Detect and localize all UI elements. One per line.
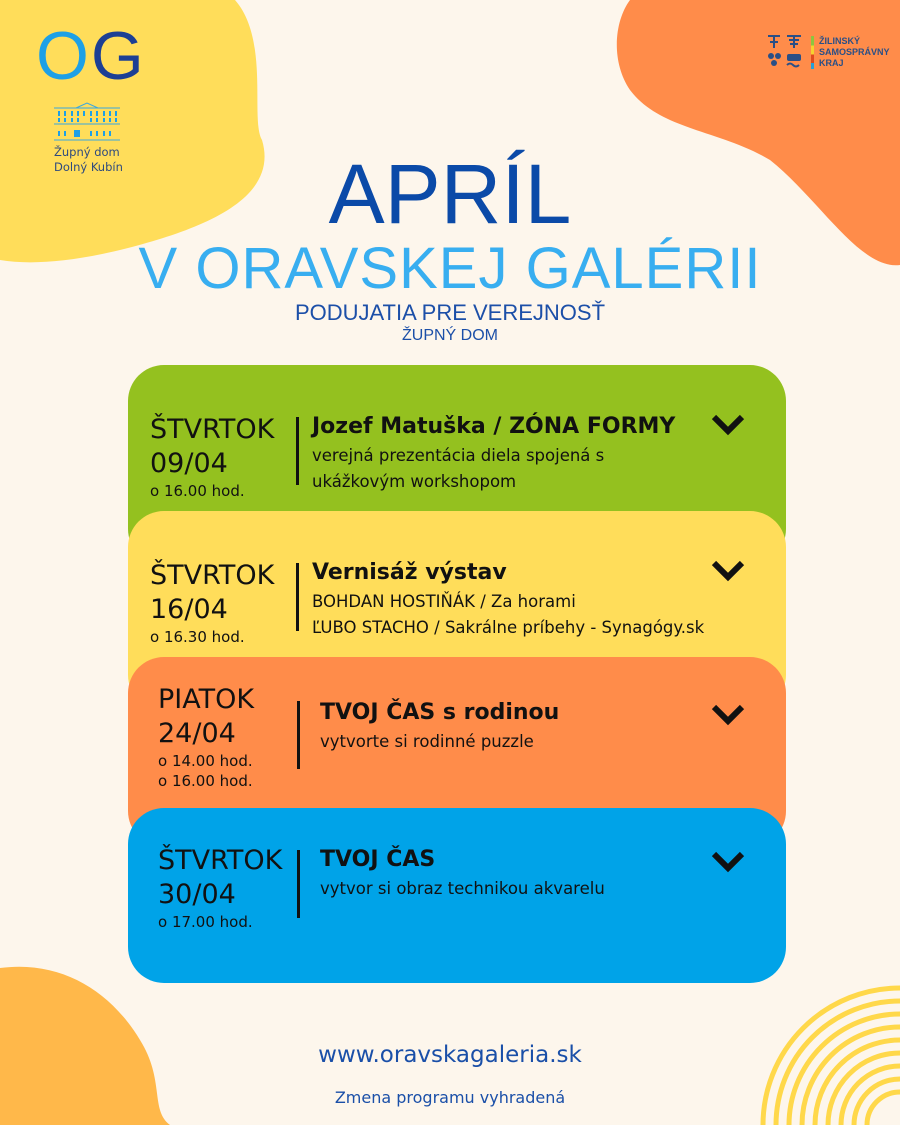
event-time: o 16.00 hod. — [150, 482, 245, 500]
chevron-down-icon[interactable] — [710, 850, 746, 874]
divider — [297, 850, 300, 918]
event-day: ŠTVRTOK — [158, 845, 283, 876]
event-desc: ĽUBO STACHO / Sakrálne príbehy - Synagógy.sk — [312, 618, 705, 637]
event-desc: verejná prezentácia diela spojená s — [312, 446, 605, 465]
event-date: 09/04 — [150, 448, 228, 479]
zupny-dom-label: Župný dom Dolný Kubín — [54, 145, 123, 174]
venue: ŽUPNÝ DOM — [402, 327, 498, 344]
event-day: PIATOK — [158, 684, 255, 715]
og-logo: OG — [36, 18, 146, 94]
event-time: o 16.30 hod. — [150, 628, 245, 646]
event-time: o 14.00 hod. — [158, 752, 253, 770]
page-subtitle: V ORAVSKEJ GALÉRII — [138, 236, 762, 301]
event-date: 30/04 — [158, 879, 236, 910]
divider — [297, 701, 300, 769]
event-title: TVOJ ČAS — [320, 847, 436, 872]
divider — [296, 563, 299, 631]
event-date: 16/04 — [150, 594, 228, 625]
event-day: ŠTVRTOK — [150, 414, 275, 445]
website-link[interactable]: www.oravskagaleria.sk — [318, 1042, 582, 1068]
building-icon — [54, 100, 120, 142]
event-desc: ukážkovým workshopom — [312, 472, 517, 491]
event-title: Vernisáž výstav — [312, 560, 507, 585]
chevron-down-icon[interactable] — [710, 703, 746, 727]
event-day: ŠTVRTOK — [150, 560, 275, 591]
event-time: o 16.00 hod. — [158, 772, 253, 790]
event-desc: vytvorte si rodinné puzzle — [320, 732, 534, 751]
event-card[interactable] — [128, 808, 786, 983]
chevron-down-icon[interactable] — [710, 559, 746, 583]
chevron-down-icon[interactable] — [710, 413, 746, 437]
event-desc: BOHDAN HOSTIŇÁK / Za horami — [312, 592, 576, 611]
page-title: APRÍL — [328, 147, 572, 241]
event-desc: vytvor si obraz technikou akvarelu — [320, 879, 605, 898]
zsk-logo: ŽILINSKÝ SAMOSPRÁVNY KRAJ — [765, 32, 890, 72]
event-title: TVOJ ČAS s rodinou — [320, 700, 560, 725]
program-note: Zmena programu vyhradená — [334, 1088, 566, 1107]
coat-of-arms-icon — [765, 32, 805, 72]
event-time: o 17.00 hod. — [158, 913, 253, 931]
event-date: 24/04 — [158, 718, 236, 749]
event-title: Jozef Matuška / ZÓNA FORMY — [312, 414, 676, 439]
divider — [296, 417, 299, 485]
tagline: PODUJATIA PRE VEREJNOSŤ — [294, 300, 606, 325]
